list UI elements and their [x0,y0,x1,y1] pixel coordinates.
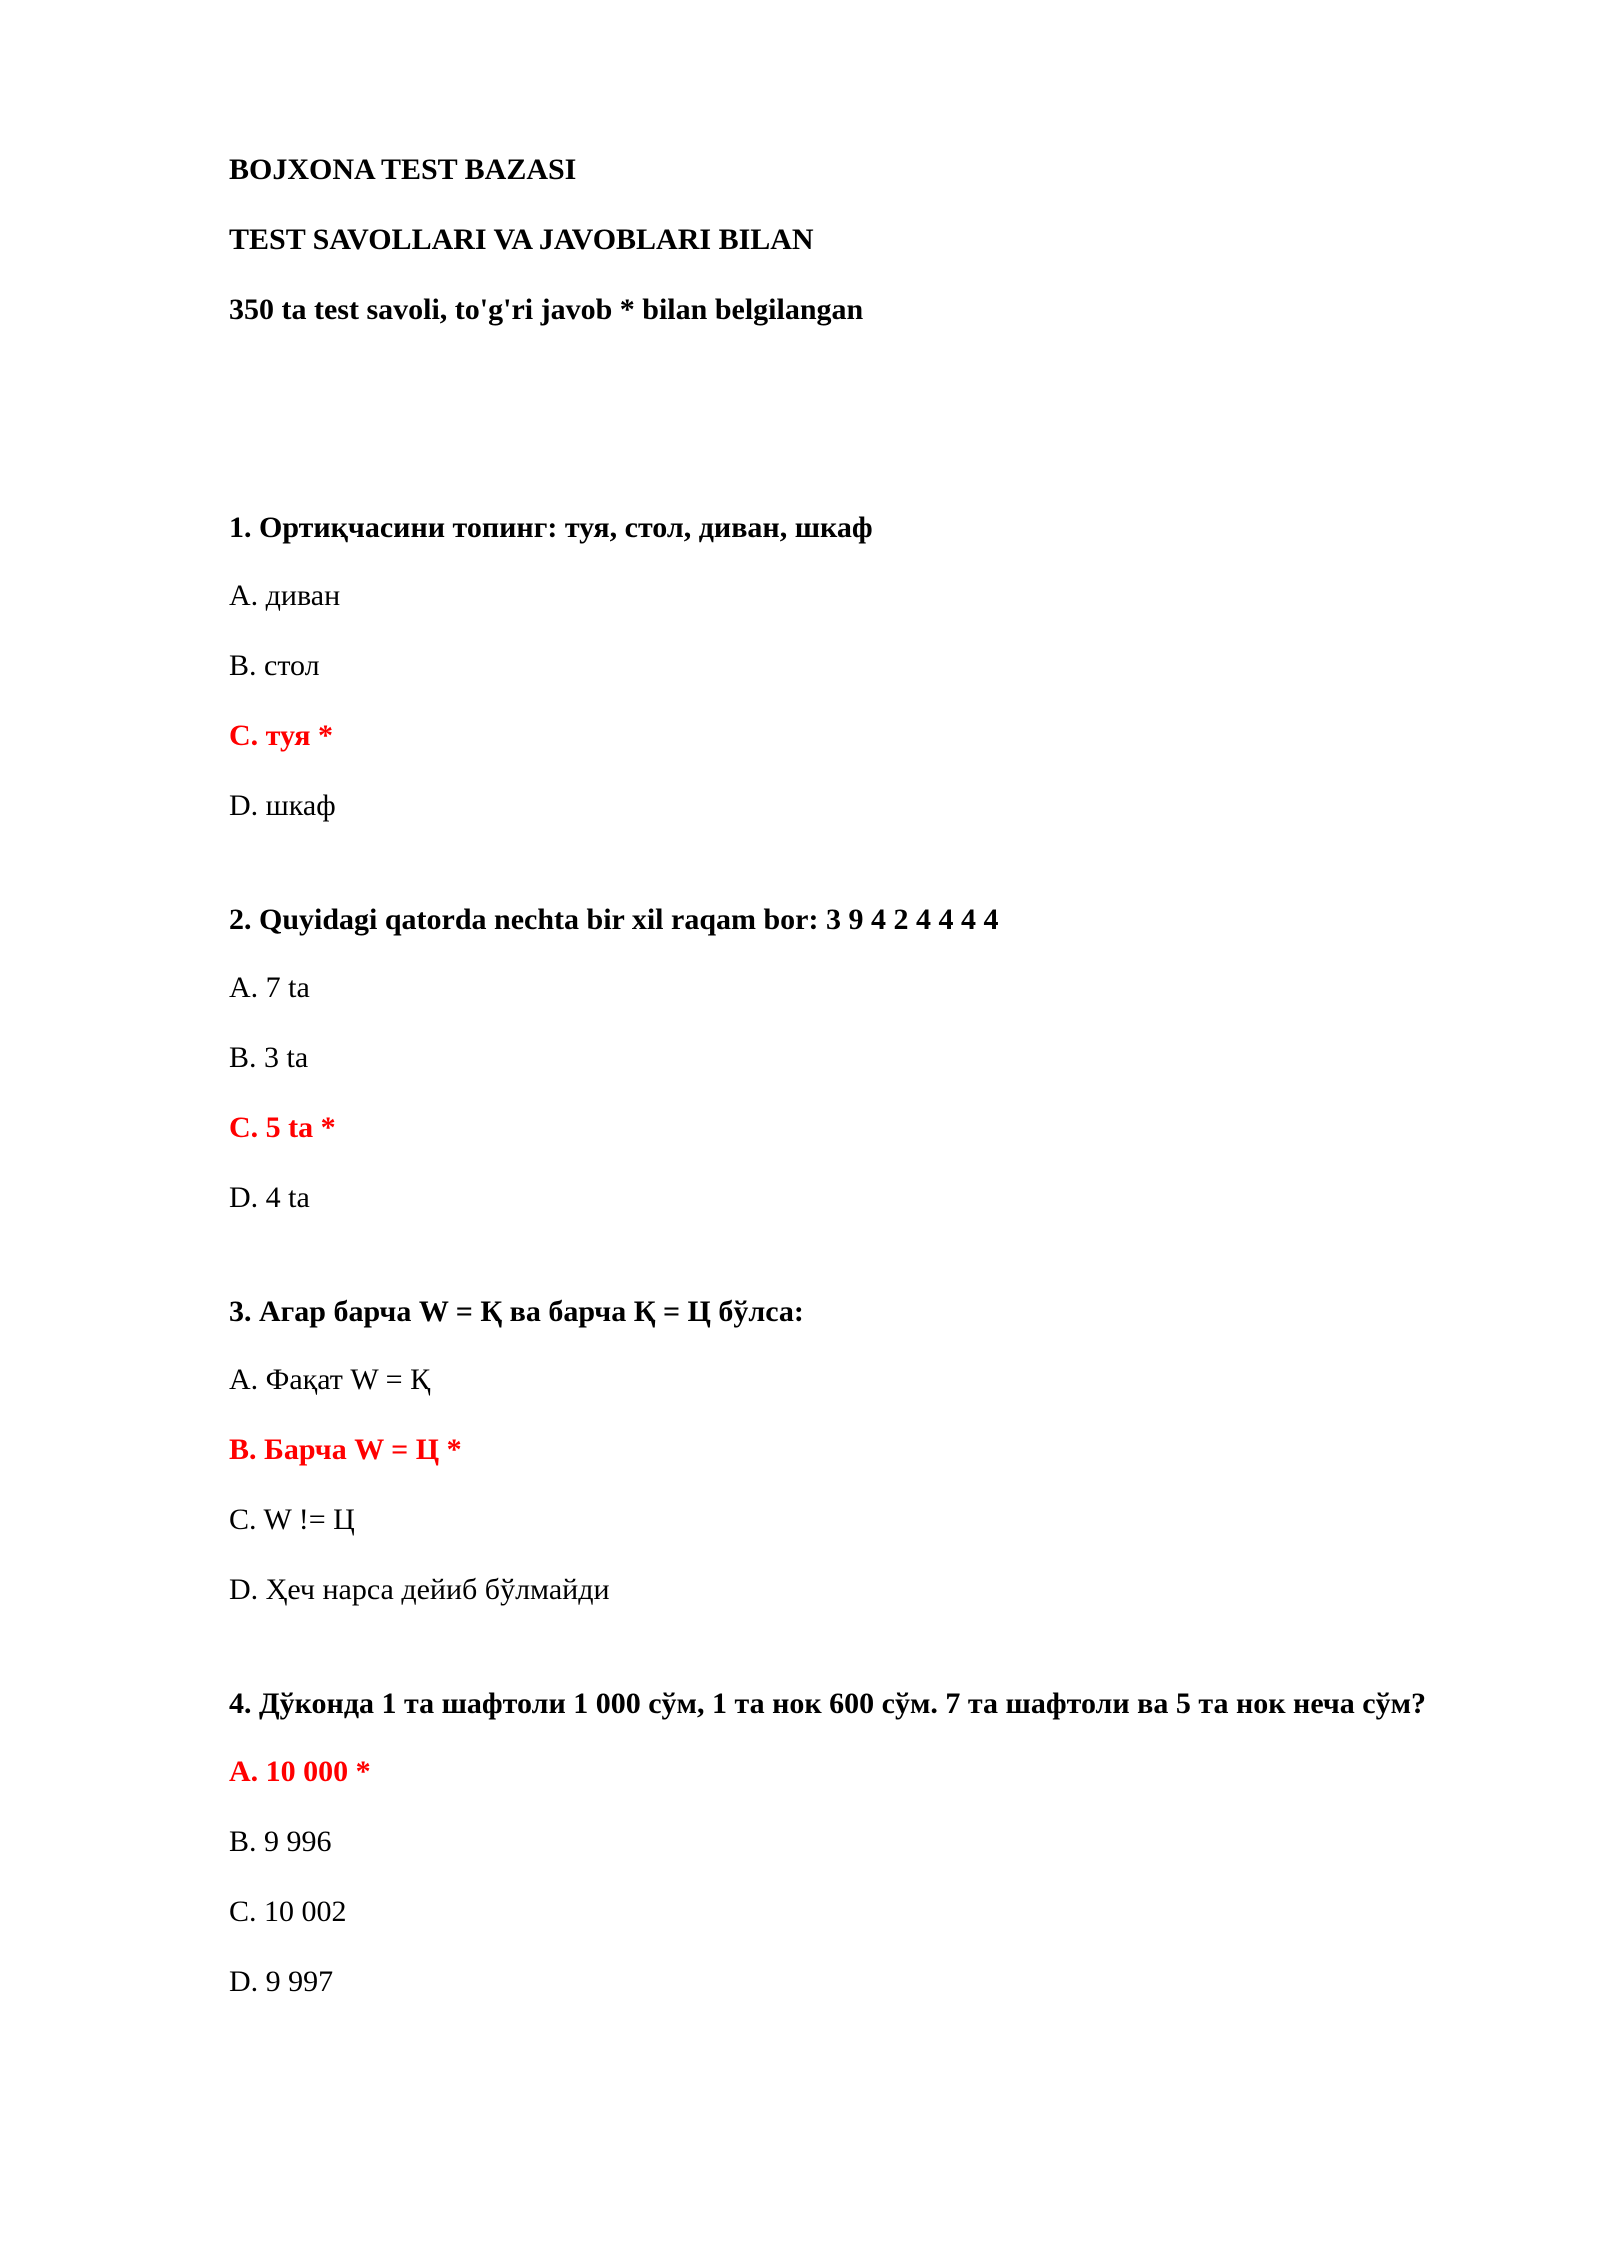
option-b-correct: B. Барча W = Ц * [229,1433,462,1466]
document-subtitle: TEST SAVOLLARI VA JAVOBLARI BILAN [229,223,814,256]
document-page [229,150,1459,2074]
option-d: D. 4 ta [229,1181,310,1214]
option-d: D. шкаф [229,789,336,822]
option-c: C. 10 002 [229,1895,347,1928]
question-4 [229,1682,1459,2002]
question-text: 2. Quyidagi qatorda nechta bir xil raqam bor: 3 9 4 2 4 4 4 4 [229,903,999,936]
option-c-correct: C. туя * [229,719,333,752]
option-c: C. W != Ц [229,1503,355,1536]
option-a: A. диван [229,579,341,612]
option-a: A. 7 ta [229,971,310,1004]
option-c-correct: C. 5 ta * [229,1111,336,1144]
question-text: 1. Ортиқчасини топинг: туя, стол, диван, шкаф [229,511,873,544]
document-note: 350 ta test savoli, to'g'ri javob * bilan belgilangan [229,293,864,326]
document-title: BOJXONA TEST BAZASI [229,153,577,186]
question-2 [229,898,1459,1218]
option-d: D. Ҳеч нарса дейиб бўлмайди [229,1573,610,1606]
question-text: 4. Дўконда 1 та шафтоли 1 000 сўм, 1 та нок 600 сўм. 7 та шафтоли ва 5 та нок неча сўм? [229,1687,1427,1720]
header-spacer [229,360,1459,506]
option-b: B. стол [229,649,320,682]
option-a-correct: A. 10 000 * [229,1755,371,1788]
option-d: D. 9 997 [229,1965,334,1998]
option-b: B. 9 996 [229,1825,332,1858]
option-b: B. 3 ta [229,1041,309,1074]
question-1 [229,506,1459,826]
option-a: A. Фақат W = Қ [229,1363,431,1396]
question-3 [229,1290,1459,1610]
question-text: 3. Агар барча W = Қ ва барча Қ = Ц бўлса: [229,1295,804,1328]
